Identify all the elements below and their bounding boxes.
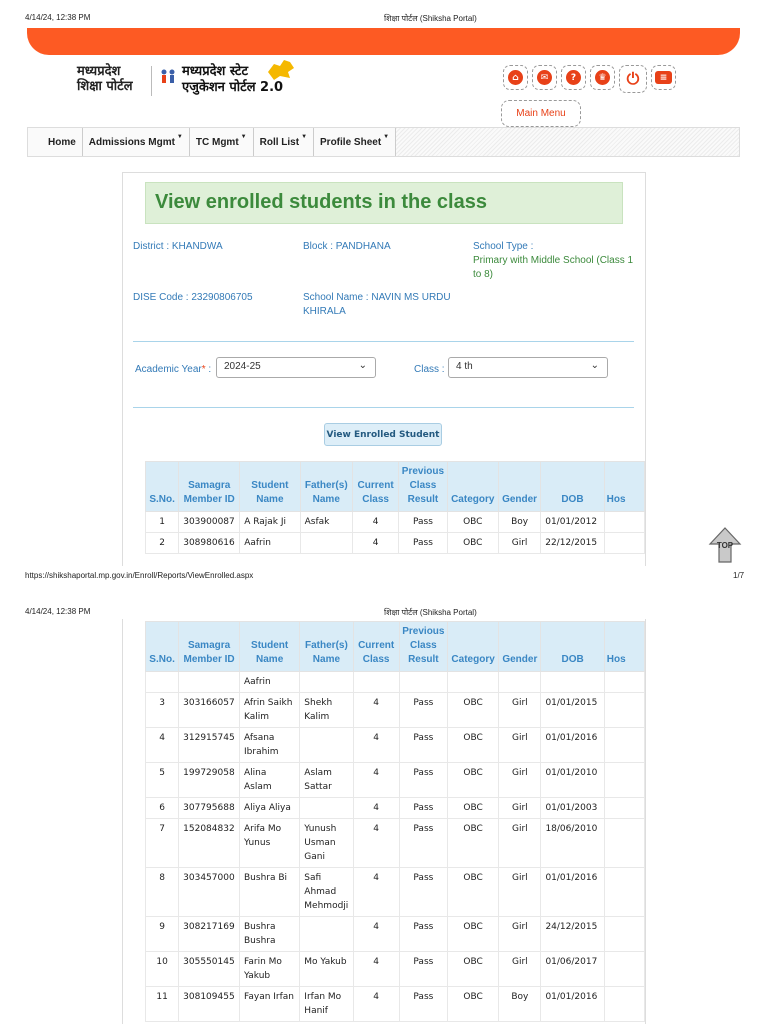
page-title: View enrolled students in the class bbox=[145, 182, 623, 224]
col-hostel: Hos bbox=[604, 622, 644, 672]
district-info: District : KHANDWA bbox=[133, 241, 223, 252]
cell-gender: Girl bbox=[499, 819, 541, 868]
cell-father-name: Yunush Usman Gani bbox=[300, 819, 353, 868]
cell-sno: 4 bbox=[146, 728, 179, 763]
nav-profile-sheet[interactable] bbox=[314, 128, 396, 156]
cell-student-name: Aafrin bbox=[240, 533, 300, 554]
class-value: 4 th bbox=[456, 361, 473, 372]
cell-current-class: 4 bbox=[353, 868, 399, 917]
cell-category: OBC bbox=[447, 763, 498, 798]
cell-current-class: 4 bbox=[353, 728, 399, 763]
home-icon[interactable]: ⌂ bbox=[503, 65, 528, 90]
cell-gender: Girl bbox=[499, 917, 541, 952]
caret-down-icon: ▼ bbox=[240, 134, 247, 140]
top-icon-bar bbox=[503, 65, 676, 93]
dise-code: DISE Code : 23290806705 bbox=[133, 292, 253, 303]
col-current-class: Current Class bbox=[352, 462, 398, 512]
cell-prev-result: Pass bbox=[399, 533, 447, 554]
table-body bbox=[146, 672, 645, 1022]
cell-current-class: 4 bbox=[353, 798, 399, 819]
cell-current-class: 4 bbox=[353, 952, 399, 987]
mp-map-icon bbox=[266, 58, 296, 82]
academic-year-colon: : bbox=[205, 364, 212, 375]
table-row bbox=[146, 763, 645, 798]
caret-down-icon: ▼ bbox=[301, 134, 308, 140]
cell-category: OBC bbox=[447, 917, 498, 952]
chevron-down-icon: ⌄ bbox=[590, 360, 599, 371]
cell-gender: Boy bbox=[498, 512, 540, 533]
cell-gender: Girl bbox=[499, 952, 541, 987]
cell-student-name: Bushra Bi bbox=[240, 868, 300, 917]
table-row-continuation bbox=[146, 672, 645, 693]
table-row bbox=[146, 952, 645, 987]
nav-roll-label: Roll List bbox=[259, 136, 300, 148]
academic-year-value: 2024-25 bbox=[224, 361, 261, 372]
table-row bbox=[146, 693, 645, 728]
school-type-value: Primary with Middle School (Class 1 to 8) bbox=[473, 255, 634, 280]
cell-current-class: 4 bbox=[353, 917, 399, 952]
cell-gender: Boy bbox=[499, 987, 541, 1022]
header-banner bbox=[27, 28, 740, 55]
table-body bbox=[146, 512, 645, 554]
col-samagra-id: Samagra Member ID bbox=[179, 622, 240, 672]
cell-samagra-id: 199729058 bbox=[179, 763, 240, 798]
cell-current-class: 4 bbox=[353, 763, 399, 798]
cell-prev-result: Pass bbox=[399, 728, 447, 763]
cell-father-name: Safi Ahmad Mehmodji bbox=[300, 868, 353, 917]
cell-gender: Girl bbox=[498, 533, 540, 554]
col-gender: Gender bbox=[498, 462, 540, 512]
cell-father-name bbox=[300, 798, 353, 819]
shiksha-portal-logo[interactable] bbox=[77, 64, 133, 94]
main-menu-button[interactable]: Main Menu bbox=[501, 100, 581, 127]
divider bbox=[133, 341, 634, 342]
cell-samagra-id: 152084832 bbox=[179, 819, 240, 868]
cell-dob: 22/12/2015 bbox=[541, 533, 604, 554]
nav-admissions-mgmt[interactable] bbox=[83, 128, 190, 156]
logo-line1: मध्यप्रदेश bbox=[77, 64, 121, 79]
cell-hostel bbox=[604, 952, 644, 987]
enrolled-students-table-continued bbox=[145, 621, 645, 1022]
power-icon[interactable]: ⏻ bbox=[619, 65, 647, 93]
cell-sno: 9 bbox=[146, 917, 179, 952]
top-label: TOP bbox=[716, 541, 734, 550]
cell-gender: Girl bbox=[499, 798, 541, 819]
cell-samagra-id: 308217169 bbox=[179, 917, 240, 952]
cell-current-class: 4 bbox=[353, 987, 399, 1022]
col-dob: DOB bbox=[541, 622, 604, 672]
id-card-icon[interactable]: ≡ bbox=[651, 65, 676, 90]
cell-prev-result: Pass bbox=[399, 512, 447, 533]
cell-samagra-id: 305550145 bbox=[179, 952, 240, 987]
cell-prev-result: Pass bbox=[399, 917, 447, 952]
cell-prev-result: Pass bbox=[399, 693, 447, 728]
cell-samagra-id: 308109455 bbox=[179, 987, 240, 1022]
nav-tc-mgmt[interactable] bbox=[190, 128, 254, 156]
print-datetime: 4/14/24, 12:38 PM bbox=[25, 607, 91, 616]
cell-current-class: 4 bbox=[353, 819, 399, 868]
help-icon[interactable]: ? bbox=[561, 65, 586, 90]
print-url: https://shikshaportal.mp.gov.in/Enroll/Reports/ViewEnrolled.aspx bbox=[25, 571, 254, 580]
cell-prev-result: Pass bbox=[399, 952, 447, 987]
cell-dob: 01/01/2012 bbox=[541, 512, 604, 533]
cell-student-name: Farin Mo Yakub bbox=[240, 952, 300, 987]
cell-samagra-id: 308980616 bbox=[179, 533, 240, 554]
cell-hostel bbox=[604, 533, 644, 554]
academic-year-label bbox=[135, 363, 211, 377]
view-enrolled-student-button[interactable]: View Enrolled Student bbox=[324, 423, 442, 446]
nav-home[interactable] bbox=[28, 128, 83, 156]
cell-gender: Girl bbox=[499, 763, 541, 798]
col-samagra-id: Samagra Member ID bbox=[179, 462, 240, 512]
academic-year-text: Academic Year bbox=[135, 364, 202, 375]
cell-dob: 01/01/2016 bbox=[541, 987, 604, 1022]
main-navbar bbox=[27, 127, 740, 157]
table-row bbox=[146, 533, 645, 554]
cell-category: OBC bbox=[447, 728, 498, 763]
table-row bbox=[146, 819, 645, 868]
table-row bbox=[146, 798, 645, 819]
col-dob: DOB bbox=[541, 462, 604, 512]
table-row bbox=[146, 868, 645, 917]
block-info: Block : PANDHANA bbox=[303, 241, 391, 252]
cell-dob: 01/01/2016 bbox=[541, 868, 604, 917]
cell-student-name: Afrin Saikh Kalim bbox=[240, 693, 300, 728]
cell-sno: 10 bbox=[146, 952, 179, 987]
cell-father-name: Asfak bbox=[300, 512, 352, 533]
cell-sno: 5 bbox=[146, 763, 179, 798]
cell-dob: 01/01/2003 bbox=[541, 798, 604, 819]
cell-student-name: Arifa Mo Yunus bbox=[240, 819, 300, 868]
class-label: Class : bbox=[414, 364, 445, 375]
cell-gender: Girl bbox=[499, 868, 541, 917]
cell-hostel bbox=[604, 512, 644, 533]
required-marker: * bbox=[201, 364, 206, 375]
cell-prev-result: Pass bbox=[399, 819, 447, 868]
cell-father-name: Aslam Sattar bbox=[300, 763, 353, 798]
cell-gender: Girl bbox=[499, 728, 541, 763]
cell-dob: 01/01/2016 bbox=[541, 728, 604, 763]
cell-dob: 01/01/2010 bbox=[541, 763, 604, 798]
cell-dob: 18/06/2010 bbox=[541, 819, 604, 868]
cell-student-name: Aliya Aliya bbox=[240, 798, 300, 819]
cell-current-class: 4 bbox=[353, 693, 399, 728]
cell-hostel bbox=[604, 763, 644, 798]
academic-year-select[interactable] bbox=[216, 357, 376, 378]
cell-category: OBC bbox=[447, 868, 498, 917]
cell-student-name: Alina Aslam bbox=[240, 763, 300, 798]
logo-divider bbox=[151, 66, 152, 96]
col-sno: S.No. bbox=[146, 622, 179, 672]
cell-hostel bbox=[604, 728, 644, 763]
col-gender: Gender bbox=[499, 622, 541, 672]
cell-hostel bbox=[604, 987, 644, 1022]
cell-prev-result: Pass bbox=[399, 798, 447, 819]
chevron-down-icon: ⌄ bbox=[358, 360, 367, 371]
cell-samagra-id: 303166057 bbox=[179, 693, 240, 728]
cell-student-name: Aafrin bbox=[240, 672, 300, 693]
cell-prev-result: Pass bbox=[399, 868, 447, 917]
cell-samagra-id: 303900087 bbox=[179, 512, 240, 533]
table-row bbox=[146, 987, 645, 1022]
cell-sno: 7 bbox=[146, 819, 179, 868]
scroll-to-top-button[interactable] bbox=[708, 526, 742, 566]
col-current-class: Current Class bbox=[353, 622, 399, 672]
table-row bbox=[146, 512, 645, 533]
cell-prev-result: Pass bbox=[399, 763, 447, 798]
cell-category: OBC bbox=[447, 819, 498, 868]
cell-sno: 11 bbox=[146, 987, 179, 1022]
cell-current-class: 4 bbox=[352, 533, 398, 554]
mail-icon[interactable]: ✉ bbox=[532, 65, 557, 90]
cell-father-name bbox=[300, 728, 353, 763]
print-title: शिक्षा पोर्टल (Shiksha Portal) bbox=[384, 608, 477, 617]
cell-student-name: A Rajak Ji bbox=[240, 512, 300, 533]
cell-dob: 01/06/2017 bbox=[541, 952, 604, 987]
cell-student-name: Afsana Ibrahim bbox=[240, 728, 300, 763]
cell-hostel bbox=[604, 917, 644, 952]
cell-father-name: Mo Yakub bbox=[300, 952, 353, 987]
caret-down-icon: ▼ bbox=[383, 134, 390, 140]
cell-prev-result: Pass bbox=[399, 987, 447, 1022]
divider bbox=[133, 407, 634, 408]
cell-sno: 8 bbox=[146, 868, 179, 917]
school-type-label: School Type : bbox=[473, 241, 534, 252]
trophy-icon[interactable]: ♛ bbox=[590, 65, 615, 90]
children-icon bbox=[158, 68, 178, 88]
cell-father-name: Shekh Kalim bbox=[300, 693, 353, 728]
print-page-number: 1/7 bbox=[733, 571, 745, 580]
print-title: शिक्षा पोर्टल (Shiksha Portal) bbox=[384, 14, 477, 23]
table-viewport-1 bbox=[145, 461, 626, 566]
cell-category: OBC bbox=[447, 987, 498, 1022]
cell-category: OBC bbox=[447, 512, 498, 533]
col-prev-result: Previous Class Result bbox=[399, 622, 447, 672]
table-row bbox=[146, 917, 645, 952]
cell-hostel bbox=[604, 693, 644, 728]
col-father-name: Father(s) Name bbox=[300, 622, 353, 672]
nav-tc-label: TC Mgmt bbox=[195, 136, 239, 148]
col-category: Category bbox=[447, 462, 498, 512]
col-prev-result: Previous Class Result bbox=[399, 462, 447, 512]
edu-logo-line2: एजुकेशन पोर्टल 2.0 bbox=[182, 80, 284, 95]
print-datetime: 4/14/24, 12:38 PM bbox=[25, 13, 91, 22]
cell-hostel bbox=[604, 798, 644, 819]
col-category: Category bbox=[447, 622, 498, 672]
col-student-name: Student Name bbox=[240, 622, 300, 672]
cell-samagra-id: 307795688 bbox=[179, 798, 240, 819]
col-student-name: Student Name bbox=[240, 462, 300, 512]
cell-gender: Girl bbox=[499, 693, 541, 728]
class-select[interactable] bbox=[448, 357, 608, 378]
col-father-name: Father(s) Name bbox=[300, 462, 352, 512]
cell-student-name: Fayan Irfan bbox=[240, 987, 300, 1022]
cell-current-class: 4 bbox=[352, 512, 398, 533]
cell-father-name bbox=[300, 533, 352, 554]
col-sno: S.No. bbox=[146, 462, 179, 512]
school-name: School Name : NAVIN MS URDU KHIRALA bbox=[303, 292, 451, 317]
col-hostel: Hos bbox=[604, 462, 644, 512]
cell-samagra-id: 303457000 bbox=[179, 868, 240, 917]
cell-category: OBC bbox=[447, 952, 498, 987]
cell-hostel bbox=[604, 868, 644, 917]
cell-sno: 3 bbox=[146, 693, 179, 728]
enrolled-students-table bbox=[145, 461, 645, 554]
cell-samagra-id: 312915745 bbox=[179, 728, 240, 763]
nav-home-label: Home bbox=[48, 136, 76, 148]
edu-logo-line1: मध्यप्रदेश स्टेट bbox=[182, 64, 249, 79]
nav-admissions-label: Admissions Mgmt bbox=[88, 136, 175, 148]
table-header-row bbox=[146, 622, 645, 672]
cell-category: OBC bbox=[447, 798, 498, 819]
table-header-row bbox=[146, 462, 645, 512]
cell-father-name: Irfan Mo Hanif bbox=[300, 987, 353, 1022]
caret-down-icon: ▼ bbox=[176, 134, 183, 140]
cell-student-name: Bushra Bushra bbox=[240, 917, 300, 952]
cell-sno: 6 bbox=[146, 798, 179, 819]
nav-roll-list[interactable] bbox=[254, 128, 314, 156]
cell-category: OBC bbox=[447, 693, 498, 728]
table-viewport-2 bbox=[145, 621, 626, 1024]
cell-dob: 01/01/2015 bbox=[541, 693, 604, 728]
cell-category: OBC bbox=[447, 533, 498, 554]
logo-line2: शिक्षा पोर्टल bbox=[77, 79, 133, 94]
cell-dob: 24/12/2015 bbox=[541, 917, 604, 952]
cell-hostel bbox=[604, 819, 644, 868]
nav-profile-label: Profile Sheet bbox=[320, 136, 382, 148]
table-row bbox=[146, 728, 645, 763]
cell-sno: 2 bbox=[146, 533, 179, 554]
cell-father-name bbox=[300, 917, 353, 952]
cell-sno: 1 bbox=[146, 512, 179, 533]
